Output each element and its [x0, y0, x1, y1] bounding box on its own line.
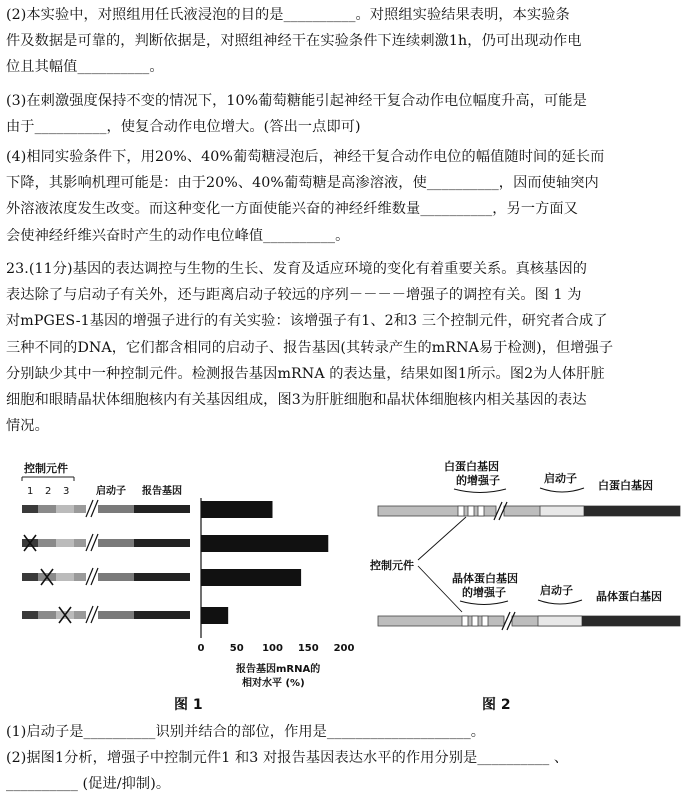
q22-part2	[6, 2, 688, 81]
construct-element-3	[56, 505, 74, 513]
construct-element-3	[56, 573, 74, 581]
fig2-crystallin-gene	[582, 616, 680, 626]
construct-spacer	[74, 611, 86, 619]
text-line: 表达除了与启动子有关外，还与距离启动子较远的序列－－－－增强子的调控有关。图 1 为	[6, 287, 582, 304]
fig1-dna-constructs	[22, 500, 190, 623]
q23-intro	[6, 256, 688, 439]
construct-element-1	[22, 573, 38, 581]
fig2-bottom-promoter	[538, 616, 582, 626]
figure-2-caption: 图 2	[482, 697, 511, 713]
text-line: 情况。	[6, 418, 49, 435]
fig1-tick-label: 0	[197, 643, 205, 654]
fig2-control-elements-label: 控制元件	[370, 559, 414, 572]
figure-1-caption: 图 1	[174, 697, 203, 713]
fig1-control-elements-label: 控制元件	[24, 462, 68, 475]
fig1-reporter-label: 报告基因	[142, 486, 182, 497]
construct-element-2	[38, 505, 56, 513]
text-line: 会使神经纤维兴奋时产生的动作电位峰值__________。	[6, 227, 350, 244]
fig1-element-1-label: 1	[27, 486, 34, 497]
text-line: __________ (促进/抑制)。	[6, 776, 171, 793]
fig1-element-3-label: 3	[63, 486, 70, 497]
construct-promoter	[98, 611, 134, 619]
text-line: 细胞和眼睛晶状体细胞核内有关基因组成，图3为肝脏细胞和晶状体细胞核内相关基因的表达	[6, 392, 587, 409]
fig2-bottom-element-3	[482, 616, 488, 626]
fig1-construct-3	[22, 568, 190, 585]
fig1-bar-2	[201, 535, 328, 552]
text-line: 三种不同的DNA，它们都含相同的启动子、报告基因(其转录产生的mRNA易于检测)，但增强子	[6, 339, 614, 356]
construct-element-1	[22, 611, 38, 619]
text-line: 外溶液浓度发生改变。而这种变化一方面使能兴奋的神经纤维数量__________，另一方面又	[6, 201, 579, 218]
fig2-albumin-gene-label: 白蛋白基因	[598, 479, 653, 492]
text-line: (2)本实验中，对照组用任氏液浸泡的目的是__________。对照组实验结果表明，本实验条	[6, 7, 570, 23]
text-line: 下降，其影响机理可能是：由于20%、40%葡萄糖是高渗溶液，使__________，因而使轴突内	[6, 175, 599, 192]
text-line: (4)相同实验条件下，用20%、40%葡萄糖浸泡后，神经干复合动作电位的幅值随时间的延长而	[6, 149, 605, 165]
fig2-crystallin-enhancer-label-2: 的增强子	[462, 586, 506, 599]
fig2-promoter-bottom-label: 启动子	[540, 584, 573, 597]
fig2-albumin-enhancer-label-1: 白蛋白基因	[444, 460, 499, 473]
fig1-bar-1	[201, 501, 273, 518]
construct-reporter-gene	[134, 611, 190, 619]
text-line: (3)在刺激强度保持不变的情况下，10%葡萄糖能引起神经干复合动作电位幅度升高，可能是	[6, 93, 587, 109]
fig1-construct-2	[22, 534, 190, 551]
fig2-albumin-enhancer-label-2: 的增强子	[456, 474, 500, 487]
fig2-top-element-2	[468, 506, 474, 516]
text-line: 由于__________，使复合动作电位增大。(答出一点即可)	[6, 119, 361, 136]
fig1-bar-3	[201, 569, 301, 586]
fig1-xlabel-line1: 报告基因mRNA的	[236, 664, 321, 675]
construct-promoter	[98, 505, 134, 513]
fig2-top-element-1	[458, 506, 464, 516]
q23-part1	[6, 719, 688, 745]
fig2-top-element-3	[478, 506, 484, 516]
construct-reporter-gene	[134, 505, 190, 513]
fig2-albumin-gene	[584, 506, 680, 516]
construct-spacer	[74, 573, 86, 581]
fig1-promoter-label: 启动子	[96, 486, 126, 497]
fig1-construct-1	[22, 500, 190, 517]
fig2-promoter-top-label: 启动子	[544, 472, 577, 485]
construct-element-3	[56, 539, 74, 547]
construct-promoter	[98, 539, 134, 547]
q22-part3	[6, 88, 688, 140]
fig1-tick-label: 100	[262, 643, 283, 654]
fig2-bottom-element-1	[462, 616, 468, 626]
fig1-tick-label: 200	[333, 643, 355, 654]
fig1-tick-label: 50	[229, 643, 244, 654]
construct-element-1	[22, 505, 38, 513]
construct-spacer	[74, 505, 86, 513]
q23-part2	[6, 745, 688, 797]
fig2-bottom-element-2	[472, 616, 478, 626]
fig2-crystallin-gene-label: 晶体蛋白基因	[596, 590, 662, 603]
text-line: 位且其幅值__________。	[6, 59, 164, 76]
fig2-promoter-bottom-brace	[538, 600, 582, 604]
construct-spacer	[74, 539, 86, 547]
text-line: (2)据图1分析，增强子中控制元件1 和3 对报告基因表达水平的作用分别是__________ 、	[6, 750, 569, 766]
fig2-enhancer-bottom-brace	[460, 601, 508, 605]
construct-promoter	[98, 573, 134, 581]
text-line: 对mPGES-1基因的增强子进行的有关实验：该增强子有1、2和3 三个控制元件，研究者合成了	[6, 313, 608, 330]
q22-part4	[6, 144, 688, 249]
construct-reporter-gene	[134, 539, 190, 547]
fig2-pointer-top	[418, 517, 466, 560]
fig1-bar-4	[201, 607, 228, 624]
text-line: 分别缺少其中一种控制元件。检测报告基因mRNA 的表达量，结果如图1所示。图2为人体肝脏	[6, 365, 605, 382]
fig2-top-promoter	[540, 506, 584, 516]
fig1-bars	[201, 501, 328, 624]
construct-reporter-gene	[134, 573, 190, 581]
fig1-element-2-label: 2	[45, 486, 52, 497]
figure-1-chart	[14, 456, 364, 718]
fig2-enhancer-top-brace	[454, 489, 506, 493]
fig1-xlabel-line2: 相对水平 (%)	[242, 678, 305, 689]
text-line: (1)启动子是__________识别并结合的部位，作用是____________________。	[6, 724, 486, 740]
fig1-x-ticks	[198, 643, 355, 654]
figure-2-diagram	[370, 456, 690, 718]
fig1-tick-label: 150	[297, 643, 319, 654]
fig1-construct-4	[22, 606, 190, 623]
fig2-promoter-top-brace	[540, 488, 584, 492]
text-line: 23.(11分)基因的表达调控与生物的生长、发育及适应环境的变化有着重要关系。真核基因的	[6, 261, 588, 277]
construct-element-2	[38, 539, 56, 547]
text-line: 件及数据是可靠的，判断依据是，对照组神经干在实验条件下连续刺激1h，仍可出现动作电	[6, 33, 582, 50]
fig2-crystallin-enhancer-label-1: 晶体蛋白基因	[452, 572, 518, 585]
construct-element-2	[38, 611, 56, 619]
